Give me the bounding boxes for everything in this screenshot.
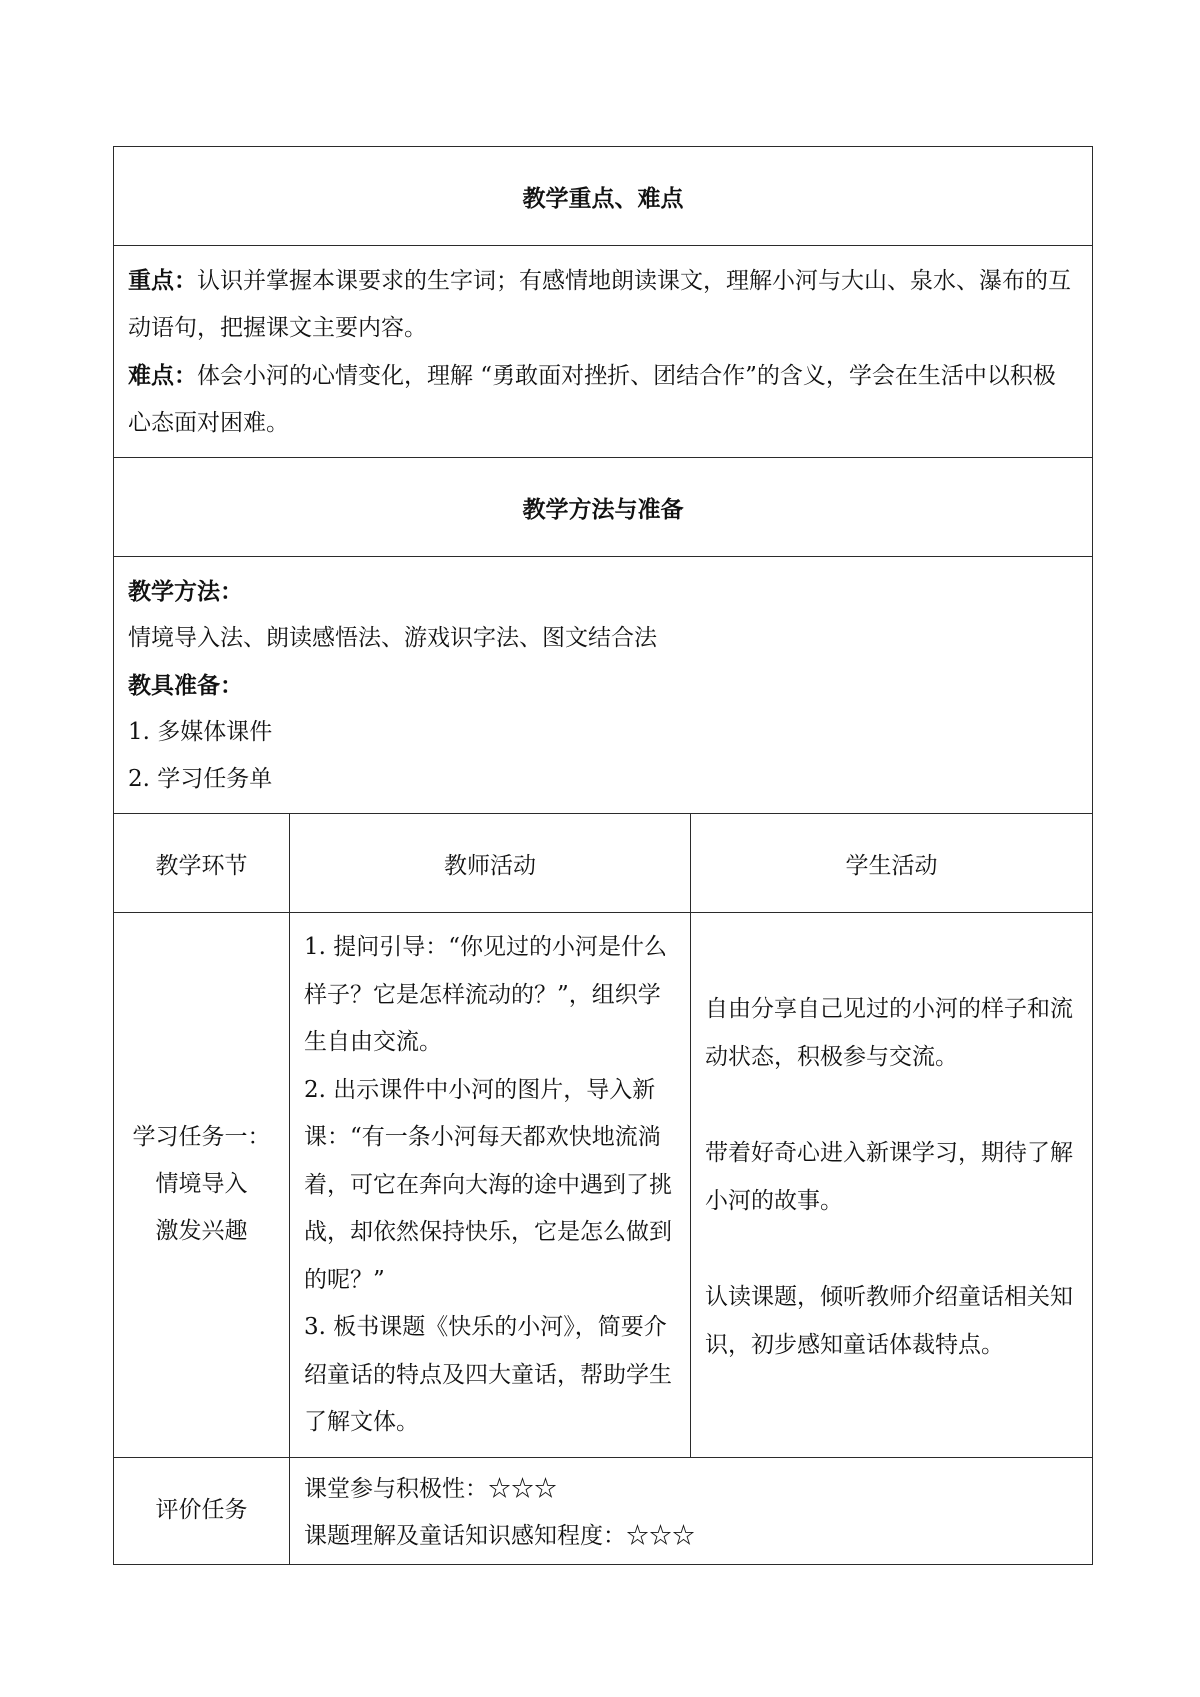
stage-cell [114, 913, 290, 1458]
tools-item: 2. 学习任务单 [128, 766, 273, 792]
stage-line: 激发兴趣 [155, 1218, 248, 1245]
teacher-activity-item: 1. 提问引导：“你见过的小河是什么样子？它是怎样流动的？”，组织学生自由交流。 [304, 934, 668, 1055]
methods-heading: 教学方法与准备 [114, 458, 1093, 557]
evaluation-item: 课堂参与积极性：☆☆☆ [304, 1475, 557, 1502]
methods-text: 情境导入法、朗读感悟法、游戏识字法、图文结合法 [128, 625, 657, 651]
stage-line: 学习任务一： [132, 1124, 271, 1151]
evaluation-item: 课题理解及童话知识感知程度：☆☆☆ [304, 1522, 695, 1549]
difficulty-label: 难点： [128, 362, 197, 389]
difficulty-text: 体会小河的心情变化，理解 “勇敢面对挫折、团结合作”的含义，学会在生活中以积极心态面对困难。 [128, 363, 1056, 436]
key-points-content [114, 246, 1093, 458]
teacher-activity-item: 2. 出示课件中小河的图片，导入新课：“有一条小河每天都欢快地流淌着，可它在奔向大海的途中遇到了挑战，却依然保持快乐，它是怎么做到的呢？” [304, 1076, 672, 1293]
key-point-paragraph [128, 257, 1078, 352]
key-point-text: 认识并掌握本课要求的生字词；有感情地朗读课文，理解小河与大山、泉水、瀑布的互动语句，把握课文主要内容。 [128, 268, 1071, 341]
difficulty-paragraph [128, 352, 1078, 447]
column-header-student: 学生活动 [691, 814, 1093, 913]
evaluation-cell [290, 1457, 1093, 1564]
tools-label: 教具准备： [128, 672, 243, 699]
teacher-activity-item: 3. 板书课题《快乐的小河》，简要介绍童话的特点及四大童话，帮助学生了解文体。 [304, 1314, 672, 1435]
tools-item: 1. 多媒体课件 [128, 719, 273, 745]
evaluation-label: 评价任务 [114, 1457, 290, 1564]
student-activity-item: 带着好奇心进入新课学习，期待了解小河的故事。 [705, 1140, 1073, 1214]
lesson-plan-table [113, 146, 1093, 1565]
methods-content [114, 557, 1093, 814]
column-header-stage: 教学环节 [114, 814, 290, 913]
methods-label: 教学方法： [128, 578, 243, 605]
student-activity-cell [691, 913, 1093, 1458]
key-point-label: 重点： [128, 267, 197, 294]
student-activity-item: 自由分享自己见过的小河的样子和流动状态，积极参与交流。 [705, 996, 1073, 1070]
key-points-heading: 教学重点、难点 [114, 147, 1093, 246]
column-header-teacher: 教师活动 [290, 814, 691, 913]
teacher-activity-cell [290, 913, 691, 1458]
student-activity-item: 认读课题，倾听教师介绍童话相关知识，初步感知童话体裁特点。 [705, 1284, 1073, 1358]
stage-line: 情境导入 [155, 1171, 248, 1198]
